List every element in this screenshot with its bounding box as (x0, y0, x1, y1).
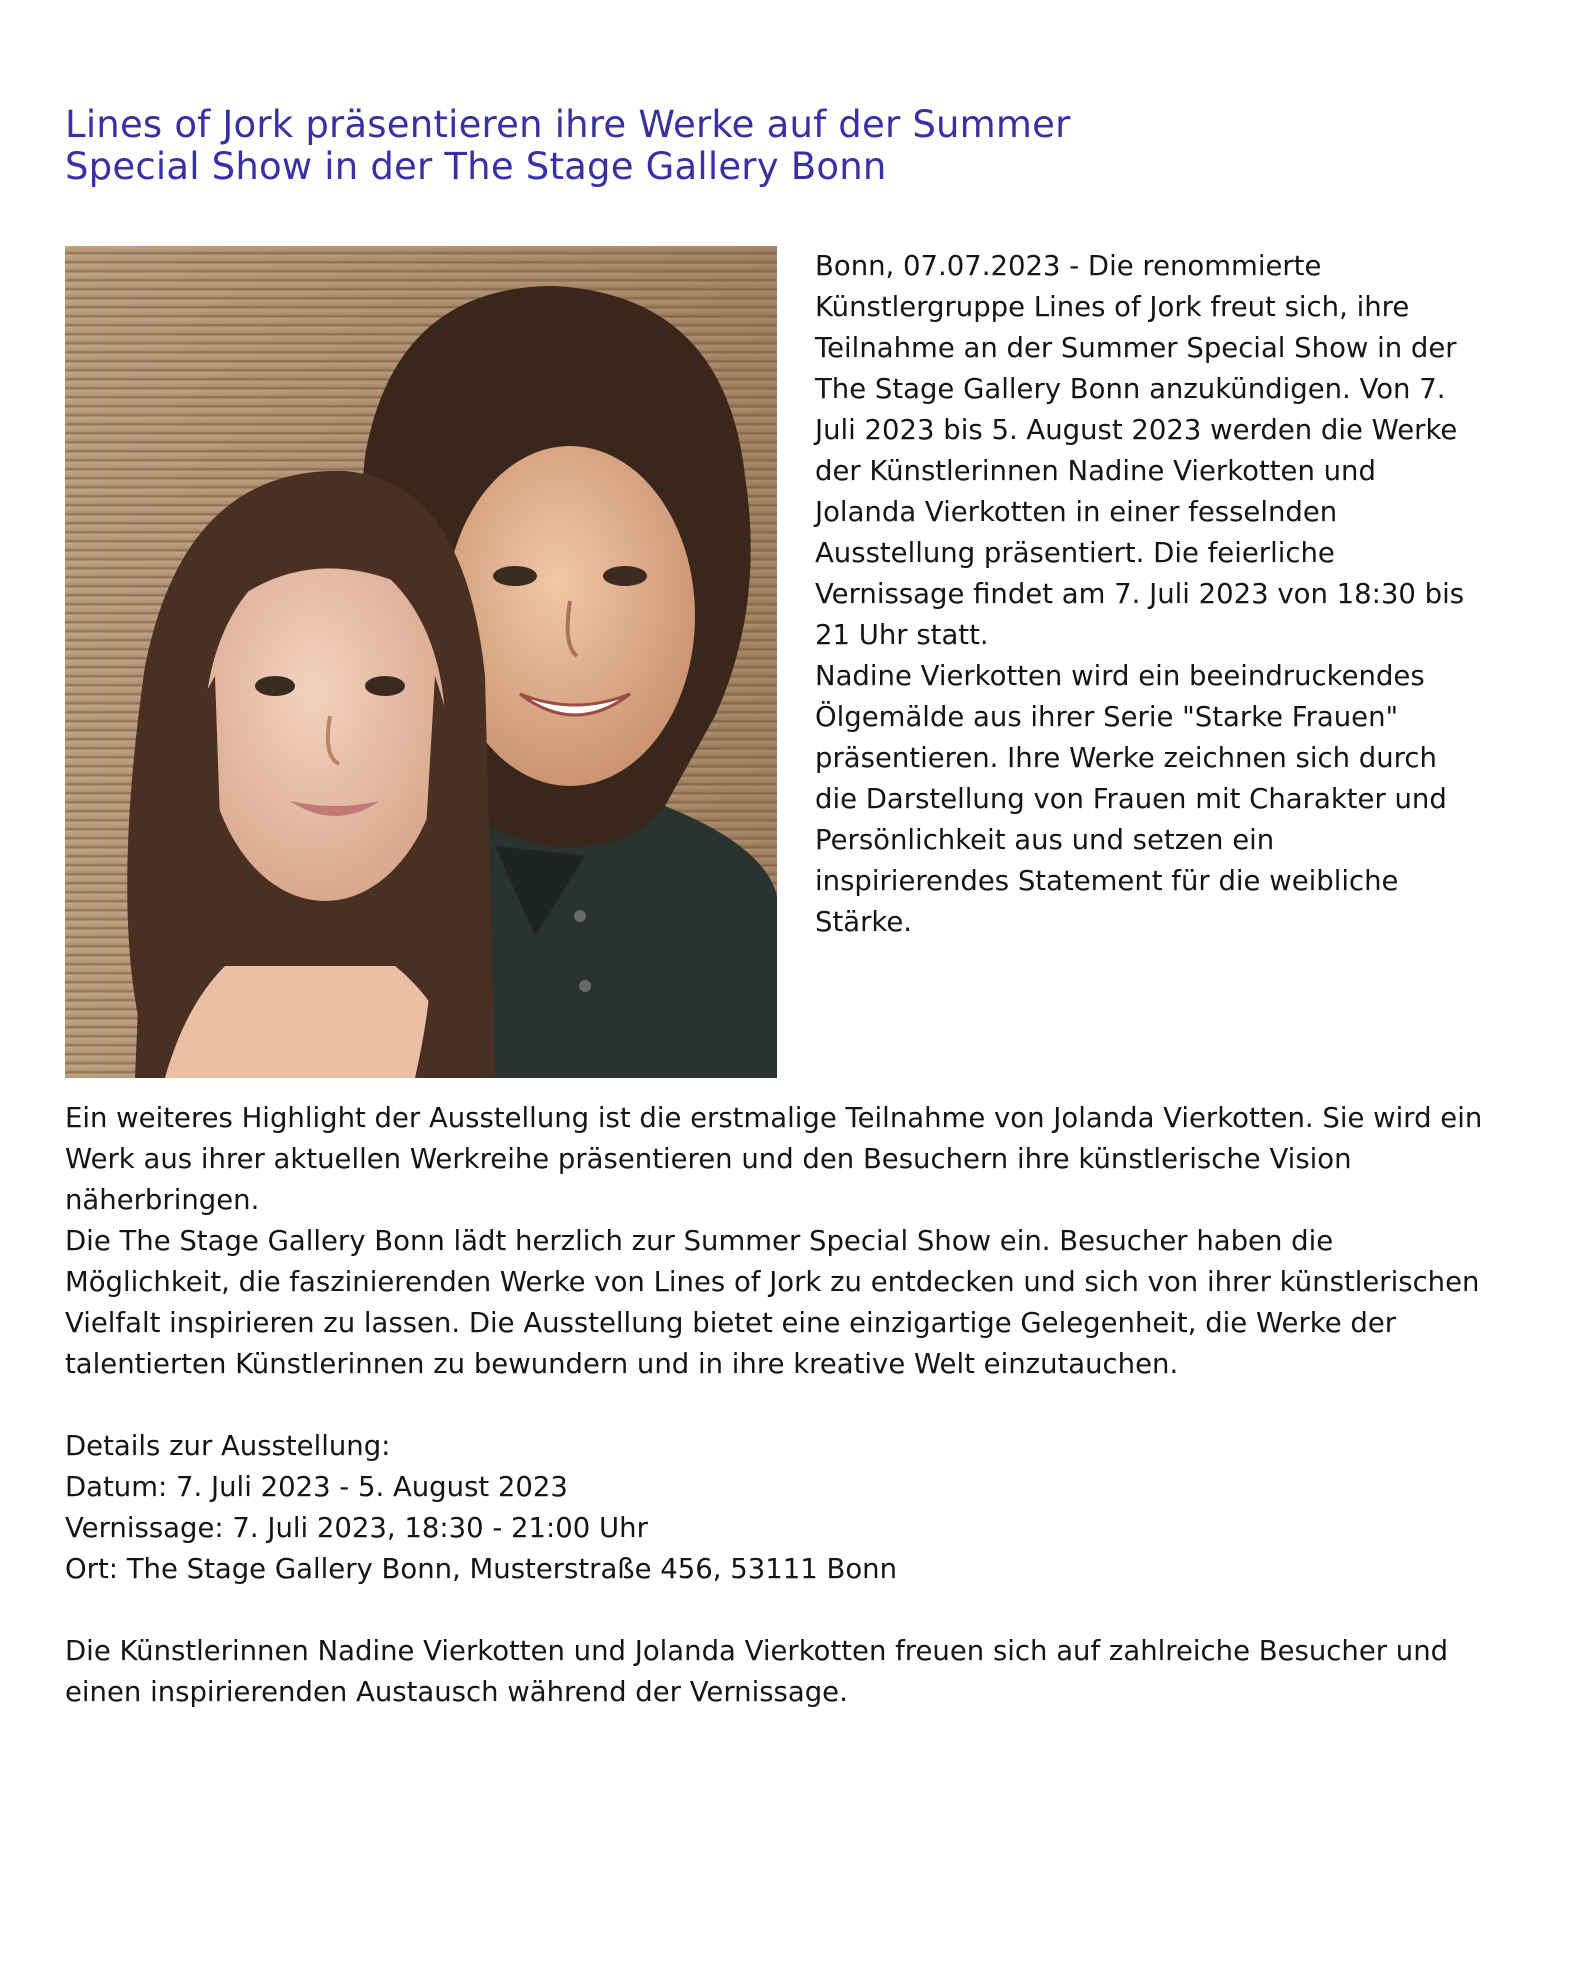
intro-text-column (815, 246, 1465, 943)
details-date: Datum: 7. Juli 2023 - 5. August 2023 (65, 1471, 568, 1503)
nadine-paragraph: Nadine Vierkotten wird ein beeindruckendes Ölgemälde aus ihrer Serie "Starke Frauen" präsentieren. Ihre Werke zeichnen sich durch die Darstellung von Frauen mit Charakter und Persönlichkeit aus und setzen ein inspirierendes Statement für die weibliche Stärke. (815, 660, 1447, 938)
intro-paragraph: Bonn, 07.07.2023 - Die renommierte Künstlergruppe Lines of Jork freut sich, ihre Teilnahme an der Summer Special Show in der The Stage Gallery Bonn anzukündigen. Von 7. Juli 2023 bis 5. August 2023 werden die Werke der Künstlerinnen Nadine Vierkotten und Jolanda Vierkotten in einer fesselnden Ausstellung präsentiert. Die feierliche Vernissage findet am 7. Juli 2023 von 18:30 bis 21 Uhr statt. (815, 250, 1465, 651)
intro-section (65, 246, 1505, 1084)
invitation-paragraph: Die The Stage Gallery Bonn lädt herzlich zur Summer Special Show ein. Besucher haben die Möglichkeit, die faszinierenden Werke von Lines of Jork zu entdecken und sich von ihrer künstlerischen Vielfalt inspirieren zu lassen. Die Ausstellung bietet eine einzigartige Gelegenheit, die Werke der talentierten Künstlerinnen zu bewundern und in ihre kreative Welt einzutauchen. (65, 1225, 1480, 1380)
article-body (65, 1098, 1505, 1713)
artist-portrait-photo (65, 246, 777, 1078)
press-release-page (65, 104, 1505, 1713)
paragraph-spacer (65, 1590, 1505, 1631)
jolanda-paragraph: Ein weiteres Highlight der Ausstellung ist die erstmalige Teilnahme von Jolanda Vierkotten. Sie wird ein Werk aus ihrer aktuellen Werkreihe präsentieren und den Besuchern ihre künstlerische Vision näherbringen. (65, 1102, 1483, 1216)
closing-paragraph: Die Künstlerinnen Nadine Vierkotten und Jolanda Vierkotten freuen sich auf zahlreiche Besucher und einen inspirierenden Austausch während der Vernissage. (65, 1635, 1449, 1708)
details-location: Ort: The Stage Gallery Bonn, Musterstraße 456, 53111 Bonn (65, 1553, 898, 1585)
portrait-illustration (65, 246, 777, 1078)
paragraph-spacer (65, 1385, 1505, 1426)
headline-line-2: Special Show in der The Stage Gallery Bonn (65, 145, 887, 188)
headline (65, 104, 1505, 188)
details-opening: Vernissage: 7. Juli 2023, 18:30 - 21:00 Uhr (65, 1512, 648, 1544)
headline-line-1: Lines of Jork präsentieren ihre Werke auf der Summer (65, 103, 1071, 146)
details-heading: Details zur Ausstellung: (65, 1430, 391, 1462)
